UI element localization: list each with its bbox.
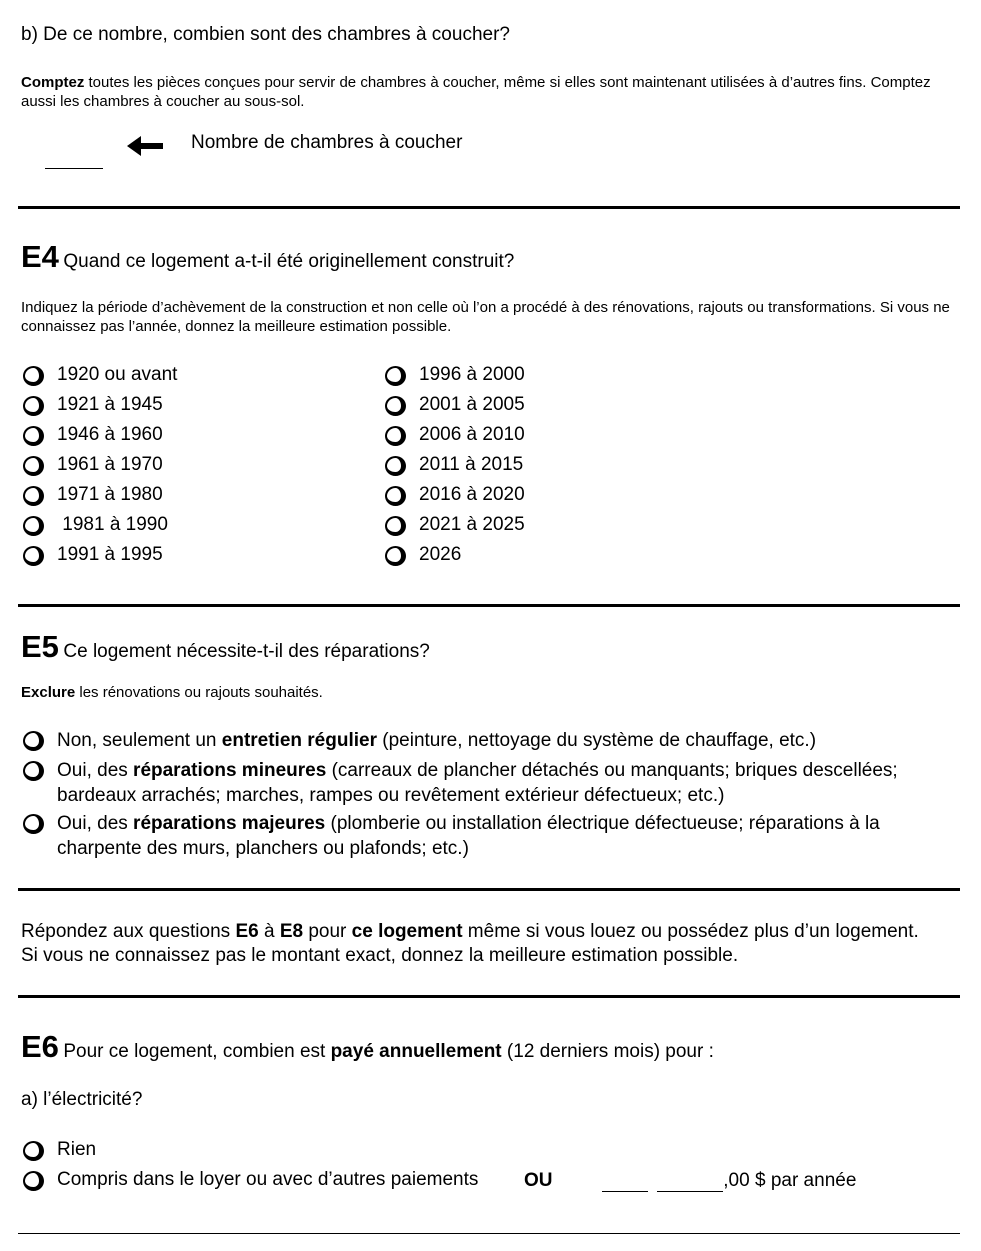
option-label: 1991 à 1995 [57, 544, 163, 565]
e5-option-regular-maintenance[interactable] [21, 728, 951, 753]
radio-button[interactable] [21, 364, 43, 386]
radio-button[interactable] [21, 484, 43, 506]
option-label: Compris dans le loyer ou avec d’autres paiements [57, 1169, 479, 1190]
e6-e8-note: Répondez aux questions E6 à E8 pour ce logement même si vous louez ou possédez plus d’un logement. Si vous ne connaissez pas le montant exact, donnez la meilleure estimation possible. [21, 921, 919, 966]
option-label: Rien [57, 1139, 97, 1160]
radio-button[interactable] [21, 544, 43, 566]
e5-instruction-rest: les rénovations ou rajouts souhaités. [75, 684, 323, 701]
option-label: Oui, des réparations majeures (plomberie ou installation électrique défectueuse; réparations à la charpente des murs, planchers ou plafonds; etc.) [57, 813, 880, 859]
e4-option[interactable] [383, 454, 523, 476]
e4-option[interactable] [383, 544, 461, 566]
bedrooms-count-field[interactable] [45, 148, 103, 169]
radio-button[interactable] [21, 514, 43, 536]
radio-button[interactable] [21, 729, 43, 751]
radio-button[interactable] [383, 394, 405, 416]
radio-button[interactable] [21, 454, 43, 476]
section-divider [18, 1233, 960, 1234]
e6-question: Pour ce logement, combien est payé annuellement (12 derniers mois) pour : [63, 1041, 714, 1062]
e5-option-minor-repairs[interactable] [21, 758, 951, 808]
e4-option[interactable] [21, 394, 163, 416]
radio-button[interactable] [383, 484, 405, 506]
e5-instruction [21, 684, 323, 701]
radio-button[interactable] [21, 394, 43, 416]
bedrooms-field-label: Nombre de chambres à coucher [191, 132, 463, 153]
radio-button[interactable] [21, 1139, 43, 1161]
option-label: 1971 à 1980 [57, 484, 163, 505]
amount-field-thousands[interactable] [602, 1171, 648, 1192]
option-label: 2001 à 2005 [419, 394, 525, 415]
question-b-instruction [21, 73, 951, 111]
e5-instruction-bold: Exclure [21, 684, 76, 701]
option-label: 2026 [419, 544, 462, 565]
section-divider [18, 888, 960, 891]
e6-number: E6 [21, 1029, 59, 1064]
e4-option[interactable] [383, 484, 525, 506]
radio-button[interactable] [21, 812, 43, 834]
e5-number: E5 [21, 629, 59, 664]
radio-button[interactable] [21, 424, 43, 446]
e6-option-rien[interactable] [21, 1139, 96, 1161]
amount-row [602, 1170, 856, 1192]
option-label: 1920 ou avant [57, 364, 178, 385]
e4-option[interactable] [21, 514, 168, 536]
option-label: 2011 à 2015 [419, 454, 524, 475]
e4-option[interactable] [21, 544, 163, 566]
e4-option[interactable] [383, 394, 525, 416]
instruction-rest: toutes les pièces conçues pour servir de chambres à coucher, même si elles sont maintenant utilisées à d’autres fins. Comptez aussi les chambres à coucher au sous-sol. [21, 74, 931, 110]
e4-instruction: Indiquez la période d’achèvement de la construction et non celle où l’on a procédé à des rénovations, rajouts ou transformations. Si vous ne connaissez pas l’année, donnez la meilleure estimation possible. [21, 299, 950, 335]
e6-sub-a: a) l’électricité? [21, 1089, 143, 1110]
e4-option[interactable] [383, 364, 525, 386]
radio-button[interactable] [383, 544, 405, 566]
section-divider [18, 995, 960, 998]
option-label: 2016 à 2020 [419, 484, 525, 505]
e4-option[interactable] [21, 454, 163, 476]
e4-option[interactable] [21, 484, 163, 506]
arrow-left-icon [125, 133, 165, 159]
option-label: 2021 à 2025 [419, 514, 525, 535]
e4-question: Quand ce logement a-t-il été originellement construit? [63, 251, 515, 272]
radio-button[interactable] [21, 759, 43, 781]
or-label: OU [524, 1170, 553, 1191]
amount-suffix: ,00 $ par année [723, 1170, 857, 1191]
e4-heading [21, 239, 514, 275]
e4-option[interactable] [383, 514, 525, 536]
option-label: 1996 à 2000 [419, 364, 525, 385]
e6-option-compris[interactable] [21, 1169, 478, 1191]
e4-option[interactable] [383, 424, 525, 446]
radio-button[interactable] [383, 364, 405, 386]
instruction-bold: Comptez [21, 74, 85, 91]
radio-button[interactable] [21, 1169, 43, 1191]
radio-button[interactable] [383, 424, 405, 446]
e4-option[interactable] [21, 364, 177, 386]
question-b-text: b) De ce nombre, combien sont des chambres à coucher? [21, 24, 510, 45]
option-label: 1961 à 1970 [57, 454, 163, 475]
radio-button[interactable] [383, 514, 405, 536]
option-label: Oui, des réparations mineures (carreaux de plancher détachés ou manquants; briques descellées; bardeaux arrachés; marches, rampes ou revêtement extérieur défectueux; etc.) [57, 760, 898, 806]
e6-heading [21, 1029, 714, 1065]
option-label: 1946 à 1960 [57, 424, 163, 445]
e5-option-major-repairs[interactable] [21, 811, 951, 861]
section-divider [18, 206, 960, 209]
e5-heading [21, 629, 430, 665]
e4-number: E4 [21, 239, 59, 274]
option-label: 1921 à 1945 [57, 394, 163, 415]
amount-field-units[interactable] [657, 1171, 723, 1192]
option-label: 2006 à 2010 [419, 424, 525, 445]
e4-option[interactable] [21, 424, 163, 446]
section-divider [18, 604, 960, 607]
option-label: 1981 à 1990 [57, 514, 168, 535]
e5-question: Ce logement nécessite-t-il des réparations? [63, 641, 430, 662]
radio-button[interactable] [383, 454, 405, 476]
option-label: Non, seulement un entretien régulier (peinture, nettoyage du système de chauffage, etc.) [57, 730, 817, 751]
